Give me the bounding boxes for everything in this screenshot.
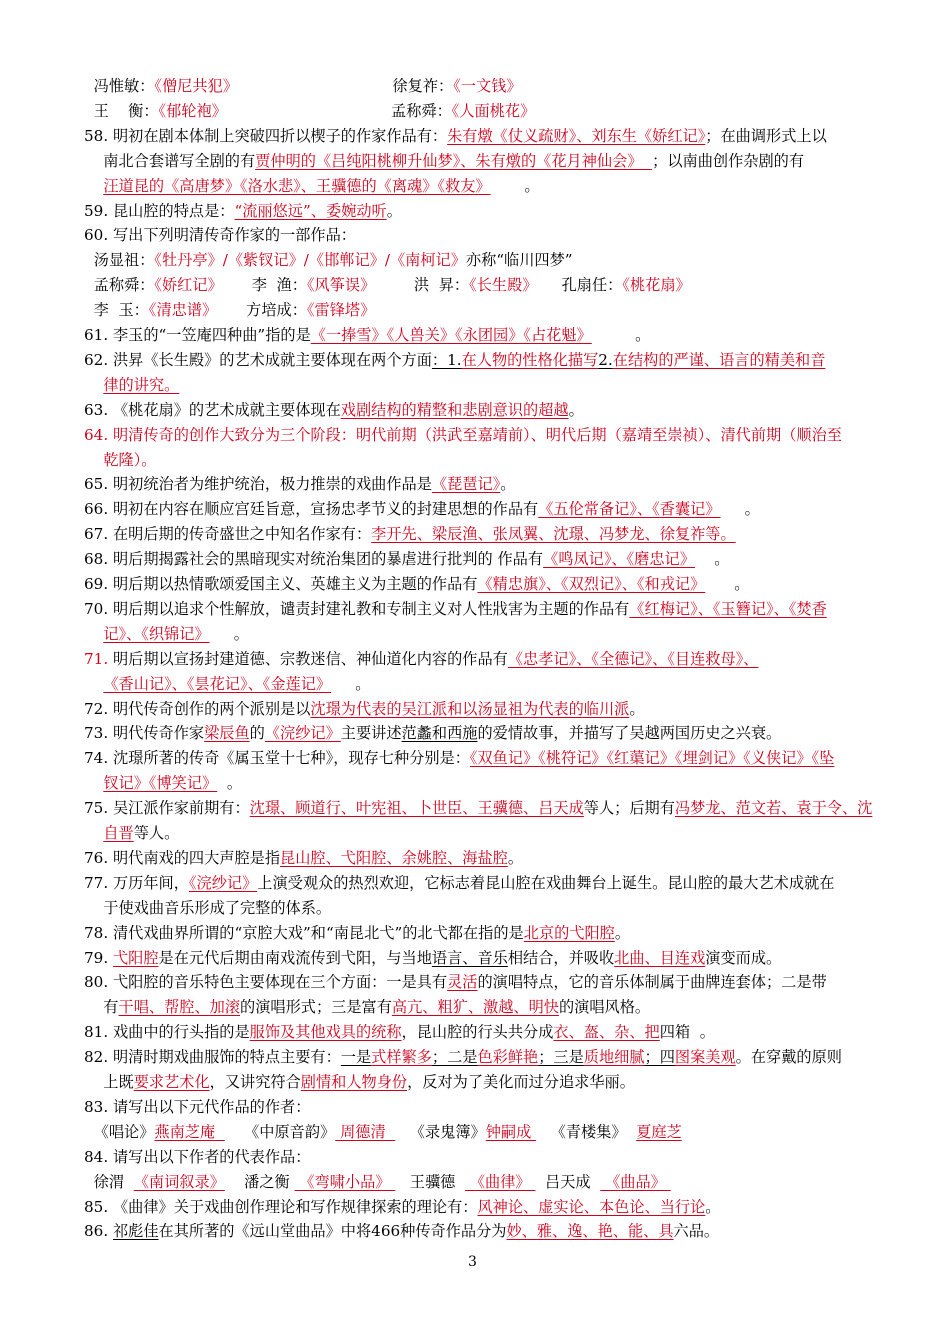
line-text: 汤显祖： — [84, 251, 155, 270]
highlighted-answer: 冯梦龙、范文若、袁于令、沈 — [674, 799, 873, 818]
text-line — [84, 846, 884, 870]
line-text: 《青楼集》 — [536, 1122, 637, 1141]
line-text: 等人；后期有 — [583, 799, 675, 818]
text-line — [84, 771, 884, 795]
line-text: 主要讲述 — [340, 724, 402, 743]
line-text: 孔扇任： — [537, 276, 623, 295]
line-text: 等人。 — [133, 824, 180, 842]
text-line — [84, 672, 884, 696]
text-line — [84, 547, 884, 571]
text-line — [84, 149, 884, 173]
text-line — [84, 1095, 884, 1119]
text-line — [84, 223, 884, 247]
text-line — [84, 323, 884, 347]
line-text: 演变而成。 — [705, 948, 782, 967]
text-line — [84, 572, 884, 596]
line-text — [84, 675, 103, 693]
highlighted-answer: 沈璟、顾道行、叶宪祖、卜世臣、王骥德、吕天成 — [249, 799, 584, 818]
text-line — [84, 796, 884, 820]
highlighted-answer: 服饰及其他戏具的统称 — [249, 1023, 402, 1042]
line-text: 59. 昆山腔的特点是： — [84, 201, 235, 220]
text-line — [84, 946, 884, 970]
highlighted-answer: 《曲律》 — [465, 1172, 536, 1191]
highlighted-answer: 71. — [84, 649, 113, 668]
line-text: 60. 写出下列明清传奇作家的一部作品： — [84, 226, 356, 245]
highlighted-answer: 《牡丹亭》/《紫钗记》/《邯郸记》/《南柯记》 — [154, 251, 466, 270]
highlighted-answer: 律的讲究。 — [103, 375, 180, 394]
highlighted-answer: 范蠡和西施 — [401, 724, 478, 743]
highlighted-answer: 夏庭芝 — [636, 1122, 682, 1141]
line-text: 六品。 — [673, 1222, 720, 1241]
text-line — [84, 497, 884, 521]
line-text: 68. 明后期揭露社会的黑暗现实对统治集团的暴虐进行批判的 作品有 — [84, 550, 544, 569]
line-text: 86. — [84, 1222, 113, 1241]
highlighted-answer: 要求艺术化 — [133, 1073, 210, 1091]
highlighted-answer: 质地细腻 — [583, 1048, 645, 1067]
text-line — [84, 522, 884, 546]
text-line — [84, 721, 884, 745]
highlighted-answer: 贾仲明的《吕纯阳桃柳升仙梦》、朱有燉的《花月神仙会》 — [255, 151, 653, 170]
highlighted-answer: 《琵琶记》 — [431, 475, 501, 494]
line-text: 的爱情故事，并描写了吴越两国历史之兴衰。 — [477, 724, 782, 743]
line-text: 王骥德 — [395, 1172, 465, 1191]
highlighted-answer: 汪道昆的《高唐梦》《洛水悲》、王骥德的《离魂》《救友》 — [103, 176, 491, 195]
highlighted-answer: 记》、《织锦记》 — [103, 624, 210, 643]
line-text: ；在曲调形式上以 — [705, 126, 827, 145]
line-text: 。在穿戴的原则 — [735, 1048, 842, 1067]
line-text: 有 — [84, 998, 119, 1017]
highlighted-answer: 《人面桃花》 — [451, 101, 536, 120]
line-text: 《唱论》 — [84, 1122, 155, 1141]
line-text: 。 — [720, 500, 760, 519]
highlighted-answer: 李开先、梁辰渔、张凤翼、沈璟、冯梦龙、徐复祚等。 — [371, 525, 736, 544]
highlighted-answer: 式样繁多 — [371, 1048, 432, 1067]
line-text: 《录鬼簿》 — [395, 1122, 486, 1141]
line-text: 上既 — [84, 1073, 134, 1091]
line-text: 75. 吴江派作家前期有： — [84, 799, 250, 818]
line-text — [84, 177, 103, 195]
highlighted-answer: 弋阳腔 — [112, 948, 159, 967]
line-text: 。 — [490, 176, 540, 195]
line-text: 85. 《曲律》关于戏曲创作理论和写作规律探索的理论有： — [84, 1197, 478, 1216]
line-text: 。 — [500, 475, 516, 494]
highlighted-answer: 《曲品》 — [600, 1172, 671, 1191]
highlighted-answer: 《长生殿》 — [469, 276, 538, 295]
line-text: ；以南曲创作杂剧的有 — [652, 151, 804, 170]
line-text — [84, 625, 103, 643]
highlighted-answer: 干唱、帮腔、加滚 — [118, 998, 240, 1017]
highlighted-answer: 乾隆）。 — [103, 450, 157, 469]
text-line — [84, 124, 884, 148]
highlighted-answer: 祁彪佳 — [112, 1222, 159, 1241]
highlighted-answer: ；三是 — [538, 1048, 584, 1067]
highlighted-answer: 《浣纱记》 — [264, 724, 341, 743]
highlighted-answer: 梁辰鱼 — [204, 724, 250, 743]
text-line — [84, 970, 884, 994]
page-number: 3 — [468, 1254, 477, 1270]
line-text: 的演唱形式；三是富有 — [240, 998, 392, 1017]
text-line — [84, 199, 884, 223]
text-line — [84, 896, 884, 920]
text-line — [84, 248, 884, 272]
line-text: 63. 《桃花扇》的艺术成就主要体现在 — [84, 400, 341, 419]
line-text: 82. 明清时期戏曲服饰的特点主要有： — [84, 1048, 341, 1067]
highlighted-answer: “流丽悠远”、委婉动听 — [234, 201, 387, 220]
line-text: 在其所著的《远山堂曲品》中将466种传奇作品分为 — [158, 1222, 507, 1241]
line-text: 77. 万历年间， — [84, 873, 189, 892]
line-text — [84, 376, 103, 394]
line-text: 。 — [705, 1197, 721, 1216]
text-line — [84, 1120, 884, 1144]
text-line — [84, 174, 884, 198]
line-text: 。 — [591, 326, 651, 344]
highlighted-answer: 2. — [598, 350, 613, 369]
highlighted-answer: 《一文钱》 — [453, 77, 522, 95]
highlighted-answer: 钗记》《博笑记》 — [103, 774, 218, 793]
line-text: 74. 沈璟所著的传奇《属玉堂十七种》，现存七种分别是： — [84, 749, 470, 768]
highlighted-answer: ；二是 — [431, 1048, 478, 1067]
line-text — [84, 451, 103, 469]
text-line — [84, 597, 884, 621]
line-text: 李 渔： — [222, 276, 307, 295]
highlighted-answer: 高亢、粗犷、激越、明快 — [391, 998, 559, 1017]
highlighted-answer: 色彩鲜艳 — [477, 1048, 539, 1067]
text-line — [84, 821, 884, 845]
text-line — [84, 921, 884, 945]
highlighted-answer: 《浣纱记》 — [188, 873, 258, 892]
line-text: 。 — [568, 400, 584, 419]
highlighted-answer: 《香山记》、《昙花记》、《金莲记》 — [103, 674, 332, 693]
line-text: 的演唱风格。 — [558, 998, 651, 1017]
highlighted-answer: 北京的弋阳腔 — [523, 923, 615, 942]
line-text: 亦称“临川四梦” — [465, 251, 573, 270]
highlighted-answer: 北曲、目连戏 — [614, 948, 706, 967]
highlighted-answer: 在人物的性格化描写 — [461, 350, 599, 369]
highlighted-answer: 64. — [84, 425, 113, 444]
line-text: 。 — [694, 550, 730, 569]
line-text: 。 — [507, 848, 524, 867]
text-line — [84, 74, 884, 98]
line-text: 62. 洪昇《长生殿》的艺术成就主要体现在两个方面 — [84, 350, 432, 369]
highlighted-answer: 妙、雅、逸、艳、能、具 — [506, 1222, 674, 1241]
highlighted-answer: 明清传奇的创作大致分为三个阶段：明代前期（洪武至嘉靖前）、明代后期（嘉靖至崇祯）、清代前期（顺治至 — [112, 425, 842, 444]
highlighted-answer: 图案美观 — [674, 1048, 736, 1067]
line-text: ，昆山腔的行头共分成 — [401, 1023, 554, 1042]
highlighted-answer: 自晋 — [103, 824, 134, 842]
line-text: 冯惟敏： — [84, 77, 155, 95]
text-line — [84, 1145, 884, 1169]
text-line — [84, 273, 884, 297]
line-text: 。 — [386, 201, 402, 220]
highlighted-answer: 沈璟为代表的吴江派和以汤显祖为代表的临川派 — [310, 699, 630, 718]
line-text: 67. 在明后期的传奇盛世之中知名作家有： — [84, 525, 372, 544]
highlighted-answer: 《精忠旗》、《双烈记》、《和戎记》 — [477, 575, 706, 593]
line-text: 李 玉： — [84, 301, 149, 320]
highlighted-answer: 《风筝误》 — [306, 276, 376, 295]
line-text: 孟称舜： — [226, 101, 452, 120]
highlighted-answer: 《鸣凤记》、《磨忠记》 — [543, 550, 695, 569]
highlighted-answer: 《五伦常备记》、《香囊记》 — [538, 500, 721, 519]
text-line — [84, 1170, 884, 1194]
highlighted-answer: ；四 — [644, 1048, 675, 1067]
text-line — [84, 99, 884, 123]
text-line — [84, 697, 884, 721]
line-text: 。 — [331, 674, 371, 693]
text-line — [84, 995, 884, 1019]
line-text: 《中原音韵》 — [224, 1122, 336, 1141]
highlighted-answer: 风神论、虚实论、本色论、当行论 — [477, 1197, 706, 1216]
line-text: 69. 明后期以热情歌颂爱国主义、英雄主义为主题的作品有 — [84, 575, 478, 593]
line-text: 。 — [705, 575, 750, 593]
highlighted-answer: 剧情和人物身份 — [300, 1073, 408, 1091]
line-text: 81. 戏曲中的行头指的是 — [84, 1023, 250, 1042]
line-text: 洪 昇： — [375, 276, 470, 295]
highlighted-answer: 《一捧雪》《人兽关》《永团园》《占花魁》 — [310, 326, 592, 344]
text-line — [84, 622, 884, 646]
highlighted-answer: 语言、音乐 — [431, 948, 508, 967]
line-text: 80. 弋阳腔的音乐特色主要体现在三个方面：一是具有 — [84, 973, 448, 992]
line-text: 徐复祚： — [237, 77, 454, 95]
line-text: 58. 明初在剧本体制上突破四折以楔子的作家作品有： — [84, 126, 448, 145]
text-line — [84, 1195, 884, 1219]
line-text: 南北合套谱写全剧的有 — [84, 151, 256, 170]
line-text: 72. 明代传奇创作的两个派别是以 — [84, 699, 311, 718]
highlighted-answer: 戏剧结构的精整和悲剧意识的超越 — [340, 400, 569, 419]
line-text: 78. 清代戏曲界所谓的“京腔大戏”和“南昆北弋”的北弋都在指的是 — [84, 923, 524, 942]
line-text: 上演受观众的热烈欢迎，它标志着昆山腔在戏曲舞台上诞生。昆山腔的最大艺术成就在 — [257, 873, 835, 892]
line-text — [84, 824, 103, 842]
line-text: 79. — [84, 948, 113, 967]
line-text: 徐渭 — [84, 1172, 134, 1191]
text-line — [84, 1070, 884, 1094]
highlighted-answer: 周德清 — [335, 1122, 396, 1141]
text-line — [84, 373, 884, 397]
text-line — [84, 448, 884, 472]
highlighted-answer: 《红梅记》、《玉簪记》、《焚香 — [629, 599, 827, 618]
highlighted-answer: 钟嗣成 — [485, 1122, 537, 1141]
line-text: 76. 明代南戏的四大声腔是指 — [84, 848, 281, 867]
line-text: 70. 明后期以追求个性解放，谴责封建礼教和专制主义对人性戕害为主题的作品有 — [84, 599, 630, 618]
highlighted-answer: 灵活 — [447, 973, 478, 992]
highlighted-answer: 在结构的严谨、语言的精美和音 — [612, 350, 826, 369]
highlighted-answer: 《南词叙录》 — [133, 1172, 225, 1191]
line-text: 四箱 。 — [659, 1023, 715, 1042]
text-line — [84, 1020, 884, 1044]
line-text: 84. 请写出以下作者的代表作品： — [84, 1147, 311, 1166]
line-text: 。 — [629, 699, 645, 718]
text-line — [84, 472, 884, 496]
line-text: 66. 明初在内容在顺应宫廷旨意，宣扬忠孝节义的封建思想的作品有 — [84, 500, 539, 519]
text-line — [84, 398, 884, 422]
text-line — [84, 298, 884, 322]
highlighted-answer: 《双鱼记》《桃符记》《红蕖记》《埋剑记》《义侠记》《坠 — [469, 749, 835, 768]
line-text: 。 — [614, 923, 631, 942]
text-line — [84, 647, 884, 671]
line-text: 73. 明代传奇作家 — [84, 724, 205, 743]
highlighted-answer: 《僧尼共犯》 — [154, 77, 238, 95]
highlighted-answer: 《弯啸小品》 — [294, 1172, 396, 1191]
highlighted-answer: 《忠孝记》、《全德记》、《目连救母》、 — [507, 649, 759, 668]
text-line — [84, 1219, 884, 1243]
line-text — [84, 774, 103, 792]
line-text: 65. 明初统治者为维护统治，极力推崇的戏曲作品是 — [84, 475, 432, 494]
text-line — [84, 871, 884, 895]
line-text: ，又讲究符合 — [209, 1073, 301, 1091]
line-text: 61. 李玉的“一笠庵四种曲”指的是 — [84, 326, 311, 344]
line-text: 83. 请写出以下元代作品的作者： — [84, 1097, 311, 1116]
highlighted-answer: 燕南芝庵 — [154, 1122, 225, 1141]
highlighted-answer: 朱有燉《仗义疏财》、刘东生《娇红记》 — [447, 126, 706, 145]
highlighted-answer: 《郁轮袍》 — [158, 101, 227, 120]
highlighted-answer: 《桃花扇》 — [622, 276, 691, 295]
line-text: 明后期以宣扬封建道德、宗教迷信、神仙道化内容的作品有 — [112, 649, 508, 668]
highlighted-answer: 《娇红记》 — [154, 276, 223, 295]
highlighted-answer: ：1. — [431, 350, 462, 369]
line-text: 吕天成 — [535, 1172, 601, 1191]
highlighted-answer: 昆山腔、弋阳腔、余姚腔、海盐腔 — [280, 848, 508, 867]
text-line — [84, 1045, 884, 1069]
highlighted-answer: 《雷锋塔》 — [306, 301, 376, 320]
line-text: 潘之衡 — [224, 1172, 295, 1191]
line-text: 的演唱特点，它的音乐体制属于曲牌连套体；二是带 — [477, 973, 827, 992]
line-text: 。 — [217, 774, 243, 793]
line-text: 孟称舜： — [84, 276, 155, 295]
text-line — [84, 423, 884, 447]
text-line — [84, 746, 884, 770]
line-text: 。 — [209, 624, 249, 643]
line-text: ，反对为了美化而过分追求华丽。 — [407, 1073, 635, 1091]
line-text: 是在元代后期由南戏流传到弋阳，与当地 — [158, 948, 432, 967]
highlighted-answer: 一是 — [340, 1048, 372, 1067]
line-text: 王 衡： — [84, 101, 159, 120]
line-text: 方培成： — [217, 301, 307, 320]
line-text: 的 — [249, 724, 265, 743]
text-line — [84, 348, 884, 372]
line-text: 于使戏曲音乐形成了完整的体系。 — [84, 898, 332, 917]
line-text: 相结合，并吸收 — [507, 948, 615, 967]
highlighted-answer: 衣、盔、杂、把 — [553, 1023, 660, 1042]
highlighted-answer: 《清忠谱》 — [148, 301, 218, 320]
